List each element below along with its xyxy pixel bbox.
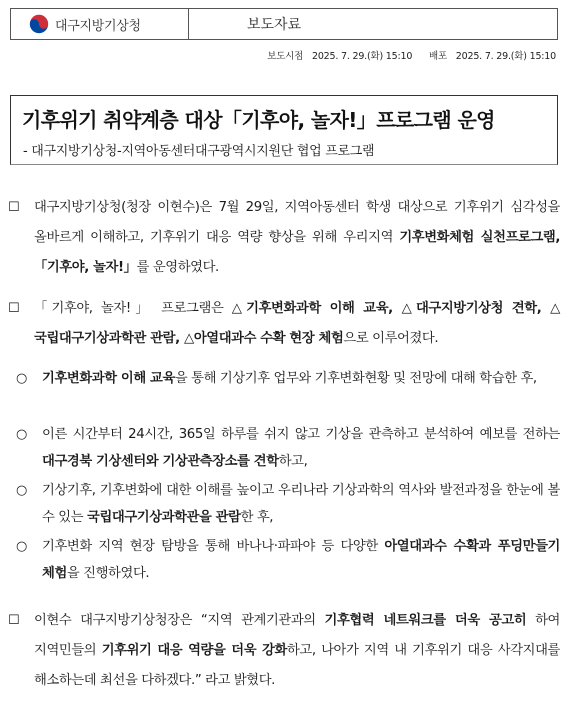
- paragraph-3: [8, 606, 560, 696]
- paragraph-3-emphasis: 기후위기 대응 역량을 더욱 강화: [101, 643, 287, 658]
- sub-item-2-text-part: 하고,: [278, 454, 308, 469]
- paragraph-2-emphasis: △기후변화과학 이해 교육, △대구지방기상청 견학, △국립대구기상과학관 관람, △아열대과수 수확 현장 체험: [34, 301, 560, 346]
- header-box: [10, 8, 558, 40]
- sub-item-3-text: [42, 477, 560, 531]
- paragraph-2-text: [34, 294, 560, 354]
- paragraph-1: [8, 193, 560, 283]
- sub-item-2-text: [42, 421, 560, 475]
- sub-item-2-emphasis: 대구경북 기상센터와 기상관측장소를 견학: [42, 454, 279, 469]
- checkbox-bullet-icon: ☐: [8, 613, 20, 628]
- document-type: 보도자료: [247, 17, 302, 33]
- checkbox-bullet-icon: ☐: [8, 301, 20, 316]
- sub-item-2-text-part: 이른 시간부터 24시간, 365일 하루를 쉬지 않고 기상을 관측하고 분석하여 예보를 전하는: [42, 427, 560, 442]
- paragraph-1-text: [34, 193, 560, 283]
- title-box: [10, 95, 558, 165]
- report-time-label: 보도시점: [267, 51, 304, 62]
- paragraph-3-text-part: 하고, 나아가 지역 내 기후위기 대응 사각지대를 해소하는데 최선을 다하겠다.” 라고 밝혔다.: [34, 643, 560, 688]
- release-time-line: [261, 48, 556, 62]
- agency-name: 대구지방기상청: [55, 18, 141, 34]
- sub-item-1: [16, 365, 560, 392]
- paragraph-2-text-part: 으로 이루어졌다.: [343, 331, 439, 346]
- circle-bullet-icon: ○: [16, 483, 27, 498]
- sub-item-1-text: [42, 365, 560, 392]
- sub-item-3-text-part: 기상기후, 기후변화에 대한 이해를 높이고 우리나라 기상과학의 역사와 발전과정을 한눈에 볼 수 있는: [42, 483, 560, 525]
- circle-bullet-icon: ○: [16, 427, 27, 442]
- sub-item-2: [16, 421, 560, 475]
- sub-item-4-text: [42, 533, 560, 587]
- circle-bullet-icon: ○: [16, 371, 27, 386]
- paragraph-2: [8, 294, 560, 354]
- sub-item-3-emphasis: 국립대구기상과학관을 관람: [87, 510, 241, 525]
- report-time-value: 2025. 7. 29.(화) 15:10: [311, 51, 413, 62]
- paragraph-1-text-part: 를 운영하였다.: [136, 260, 219, 275]
- sub-item-4-text-part: 기후변화 지역 현장 탐방을 통해 바나나·파파야 등 다양한: [42, 539, 385, 554]
- checkbox-bullet-icon: ☐: [8, 200, 20, 215]
- circle-bullet-icon: ○: [16, 539, 27, 554]
- distribute-label: 배포: [429, 51, 447, 62]
- sub-item-1-text-part: 을 통해 기상기후 업무와 기후변화현황 및 전망에 대해 학습한 후,: [174, 371, 537, 386]
- sub-item-4-text-part: 을 진행하였다.: [66, 566, 150, 581]
- sub-item-4: [16, 533, 560, 587]
- paragraph-2-text-part: 「기후야, 놀자!」 프로그램은: [34, 301, 232, 316]
- page-title: 기후위기 취약계층 대상「기후야, 놀자!」프로그램 운영: [22, 108, 495, 132]
- sub-item-1-emphasis: 기후변화과학 이해 교육: [42, 371, 175, 386]
- sub-item-3-text-part: 한 후,: [240, 510, 274, 525]
- paragraph-3-text: [34, 606, 560, 696]
- sub-item-3: [16, 477, 560, 531]
- paragraph-3-emphasis: 기후협력 네트워크를 더욱 공고히: [324, 613, 527, 628]
- paragraph-1-text-part: 대구지방기상청(청장 이현수)은 7월 29일, 지역아동센터 학생 대상으로 기후위기 심각성을 올바르게 이해하고, 기후위기 대응 역량 향상을 위해 우리지역: [34, 200, 560, 245]
- paragraph-1-emphasis: 기후변화체험 실천프로그램,「기후야, 놀자!」: [34, 230, 560, 275]
- paragraph-3-text-part: 하여 지역민들의: [34, 613, 561, 658]
- paragraph-3-text-part: 이현수 대구지방기상청장은 “지역 관계기관과의: [34, 613, 325, 628]
- taeguk-emblem-icon: [29, 14, 49, 34]
- sub-item-4-emphasis: 아열대과수 수확과 푸딩만들기 체험: [42, 539, 560, 581]
- page-subtitle: - 대구지방기상청-지역아동센터대구광역시지원단 협업 프로그램: [23, 144, 375, 159]
- agency-logo: [11, 9, 189, 39]
- distribute-time-value: 2025. 7. 29.(화) 15:10: [455, 51, 556, 62]
